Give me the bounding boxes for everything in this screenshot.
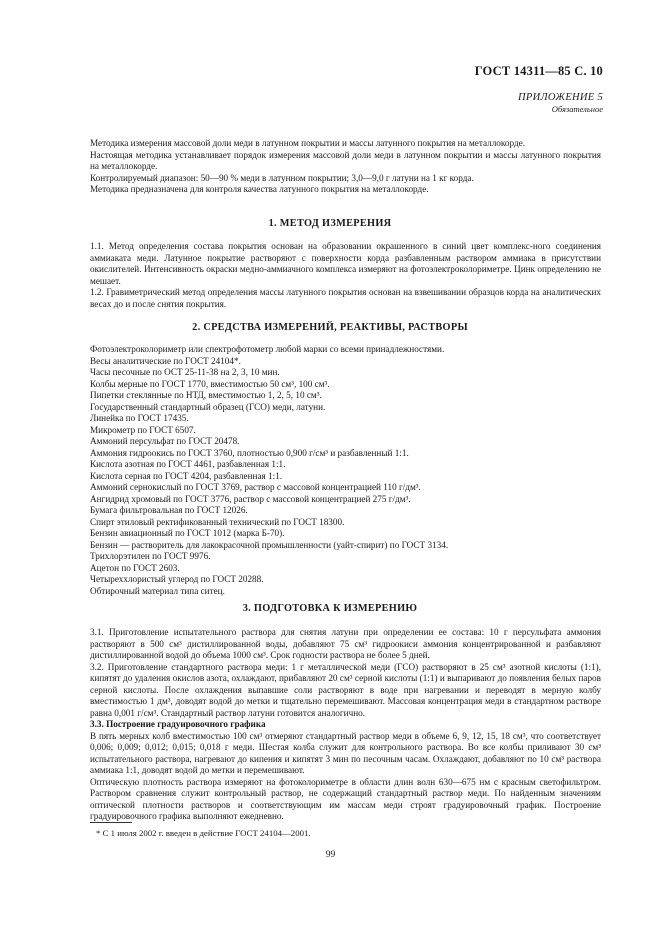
list-item: Пипетки стеклянные по НТД, вместимостью 1, 2, 5, 10 см³. [90,390,322,400]
intro-paragraph: Настоящая методика устанавливает порядок измерения массовой доли меди в латунном покрытии и массы латунного покрытия на металлокорде. [90,149,601,171]
list-item: Кислота серная по ГОСТ 4204, разбавленная 1:1. [90,470,283,481]
mandatory-label: Обязательное [551,104,603,114]
intro-paragraph: Методика измерения массовой доли меди в латунном покрытии и массы латунного покрытия на металлокорде. [90,138,526,148]
paragraph-3-3-title: 3.3. Построение градуировочного графика [90,719,266,729]
list-item: Часы песочные по ОСТ 25-11-38 на 2, 3, 10 мин. [90,367,280,377]
paragraph-3-3-continued: Оптическую плотность раствора измеряют на фотоколориметре в области длин волн 630—675 нм с красным светофильтром. Раствором сравнения служит контрольный раствор, не содержащий стандартный раствор меди. По найденным значениям оптической плотности растворов и соответствующим им массам меди строят градуировочный график. Построение градуировочного графика выполняют ежедневно. [90,776,601,821]
intro-paragraph: Контролируемый диапазон: 50—90 % меди в латунном покрытии; 3,0—9,0 г латуни на 1 кг корда. [90,172,474,183]
section-2-title: 2. СРЕДСТВА ИЗМЕРЕНИЙ, РЕАКТИВЫ, РАСТВОРЫ [192,322,468,333]
list-item: Аммония гидроокись по ГОСТ 3760, плотностью 0,900 г/см³ и разбавленный 1:1. [90,447,409,458]
section-3-title: 3. ПОДГОТОВКА К ИЗМЕРЕНИЮ [242,603,418,614]
list-item: Колбы мерные по ГОСТ 1770, вместимостью 50 см³, 100 см³. [90,378,330,389]
appendix-label: ПРИЛОЖЕНИЕ 5 [518,92,603,103]
list-item: Бумага фильтровальная по ГОСТ 12026. [90,505,248,515]
list-item: Бензин авиационный по ГОСТ 1012 (марка Б-70). [90,528,285,538]
list-item: Государственный стандартный образец (ГСО) меди, латуни. [90,401,326,412]
section-1-title: 1. МЕТОД ИЗМЕРЕНИЯ [268,218,392,229]
section-1-body [90,241,601,310]
list-item: Спирт этиловый ректификованный технический по ГОСТ 18300. [90,516,345,527]
section-3-body [90,627,601,823]
list-item: Четыреххлористый углерод по ГОСТ 20288. [90,574,264,584]
paragraph-1-2: 1.2. Гравиметрический метод определения массы латунного покрытия основан на взвешивании образцов корда на аналитических весах до и после снятия покрытия. [90,287,601,309]
list-item: Весы аналитические по ГОСТ 24104*. [90,355,241,366]
paragraph-1-1: 1.1. Метод определения состава покрытия основан на образовании окрашенного в синий цвет комплекс-ного соединения аммиаката меди. Латунное покрытие растворяют с поверхности корда разбавленным раствором аммиака в присутствии окислителей. Интенсивность окраски медно-аммиачного комплекса измеряют на фотоэлектроколориметре. Цинк определению не мешает. [90,241,601,286]
footnote: * С 1 июля 2002 г. введен в действие ГОСТ 24104—2001. [96,828,311,838]
list-item: Ангидрид хромовый по ГОСТ 3776, раствор с массовой концентрацией 275 г/дм³. [90,493,411,504]
paragraph-3-2: 3.2. Приготовление стандартного раствора меди: 1 г металлической меди (ГСО) растворяют в 25 см³ азотной кислоты (1:1), кипятят до удаления окислов азота, охлаждают, прибавляют 20 см³ серной кислоты (1:1) и выпаривают до появления белых паров серной кислоты. После охлаждения выпавшие соли растворяют в воде при нагревании и переводят в мерную колбу вместимостью 1 дм³, доводят водой до метки и тщательно перемешивают. Массовая концентрация меди в стандартном растворе равна 0,001 г/см³. Стандартный раствор латуни готовится аналогично. [90,661,601,718]
list-item: Линейка по ГОСТ 17435. [90,413,189,423]
equipment-list [90,344,601,597]
list-item: Трихлорэтилен по ГОСТ 9976. [90,551,211,561]
list-item: Кислота азотная по ГОСТ 4461, разбавленная 1:1. [90,459,286,469]
paragraph-3-1: 3.1. Приготовление испытательного раствора для снятия латуни при определении ее состава: 10 г персульфата аммония растворяют в 500 см³ дистиллированной воды, добавляют 75 см³ гидроокиси аммония концентрированной и разбавляют дистиллированной водой до объема 1000 см³. Срок годности раствора не более 5 дней. [90,627,601,660]
list-item: Обтирочный материал типа ситец. [90,585,225,596]
list-item: Фотоэлектроколориметр или спектрофотометр любой марки со всеми принадлежностями. [90,344,445,354]
paragraph-3-3: В пять мерных колб вместимостью 100 см³ отмеряют стандартный раствор меди в объеме 6, 9, 12, 15, 18 см³, что соответствует 0,006; 0,009; 0,012; 0,015; 0,018 г меди. Шестая колба служит для контрольного раствора. Во все колбы приливают 30 см³ испытательного раствора, нагревают до кипения и кипятят 3 мин по песочным часам. Охлаждают, добавляют по 10 см³ раствора аммиака 1:1, доводят водой до метки и перемешивают. [90,730,601,775]
gost-header: ГОСТ 14311—85 С. 10 [474,64,603,78]
page-number: 99 [325,850,336,860]
list-item: Ацетон по ГОСТ 2603. [90,562,180,573]
intro-block [90,138,601,196]
list-item: Аммоний сернокислый по ГОСТ 3769, раствор с массовой концентрацией 110 г/дм³. [90,482,421,492]
list-item: Микрометр по ГОСТ 6507. [90,424,196,435]
list-item: Бензин — растворитель для лакокрасочной промышленности (уайт-спирит) по ГОСТ 3134. [90,539,449,550]
list-item: Аммоний персульфат по ГОСТ 20478. [90,436,240,446]
footnote-rule [90,822,132,823]
intro-paragraph: Методика предназначена для контроля качества латунного покрытия на металлокорде. [90,184,429,194]
